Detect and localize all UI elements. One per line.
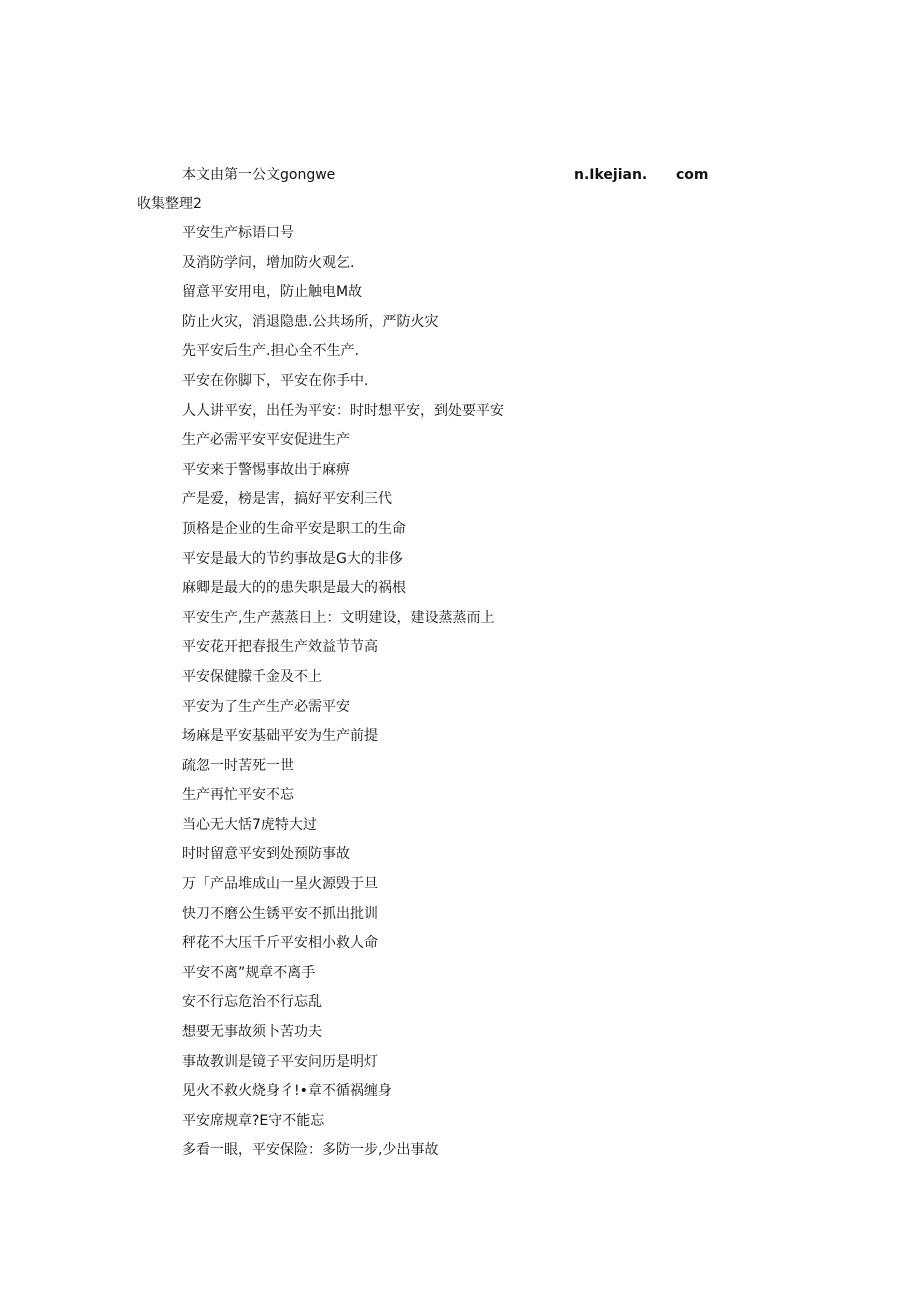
source-text-part2: n.Ikejian. [574,167,648,183]
slogan-line: 平安席规章?E守不能忘 [182,1112,325,1129]
slogan-line: 平安不离”规章不离手 [182,964,316,981]
slogan-list [182,222,504,1169]
source-text-part1: 本文由第一公文gongwe [182,167,336,183]
slogan-line: 平安花开把春报生产效益节节高 [182,639,378,656]
slogan-line: 事故教训是镜子平安问历是明灯 [182,1053,378,1070]
slogan-line: 留意平安用电，防止触电M故 [182,284,363,301]
slogan-line: 麻卿是最大的的患失职是最大的祸根 [182,580,406,597]
slogan-line: 多看一眼，平安保险：多防一步,少出事故 [182,1142,439,1159]
collect-line: 收集整理2 [137,196,202,212]
slogan-line: 生产必需平安平安促进生产 [182,432,350,449]
slogan-line: 平安生产,生产蒸蒸日上：文明建设，建设蒸蒸而上 [182,609,495,626]
source-text-part3: com [676,167,709,183]
slogan-line: 疏忽一时苦死一世 [182,757,294,774]
source-line [182,164,742,186]
slogan-line: 场麻是平安基础平安为生产前提 [182,728,378,745]
slogan-line: 平安保健朦千金及不上 [182,668,322,685]
slogan-line: 先平安后生产.担心全不生产. [182,343,359,360]
slogan-line: 安不行忘危治不行忘乱 [182,994,322,1011]
slogan-line: 平安是最大的节约事故是G大的非侈 [182,550,403,567]
slogan-line: 平安为了生产生产必需平安 [182,698,350,715]
slogan-line: 防止火灾，消退隐患.公共场所，严防火灾 [182,313,439,330]
slogan-line: 见火不救火烧身彳!•章不循祸缠身 [182,1083,392,1100]
slogan-line: 人人讲平安，出任为平安：时时想平安，到处要平安 [182,402,504,419]
slogan-line: 想要无事故须卜苦功夫 [182,1024,322,1041]
slogan-line: 平安在你脚下，平安在你手中. [182,372,369,389]
slogan-line: 生产再忙平安不忘 [182,787,294,804]
slogan-line: 产是爱，榜是害，搞好平安利三代 [182,491,392,508]
slogan-line: 快刀不磨公生锈平安不抓出批训 [182,905,378,922]
slogan-line: 时时留意平安到处预防事故 [182,846,350,863]
slogan-line: 及消防学问，增加防火观乞. [182,254,355,271]
slogan-line: 万「产品堆成山一星火源毁于旦 [182,876,378,893]
slogan-line: 顶格是企业的生命平安是职工的生命 [182,520,406,537]
slogan-line: 当心无大恬7虎特大过 [182,816,317,833]
slogan-line: 秤花不大压千斤平安相小救人命 [182,935,378,952]
document-title: 平安生产标语口号 [182,225,294,241]
slogan-line: 平安来于警惕事故出于麻痹 [182,461,350,478]
